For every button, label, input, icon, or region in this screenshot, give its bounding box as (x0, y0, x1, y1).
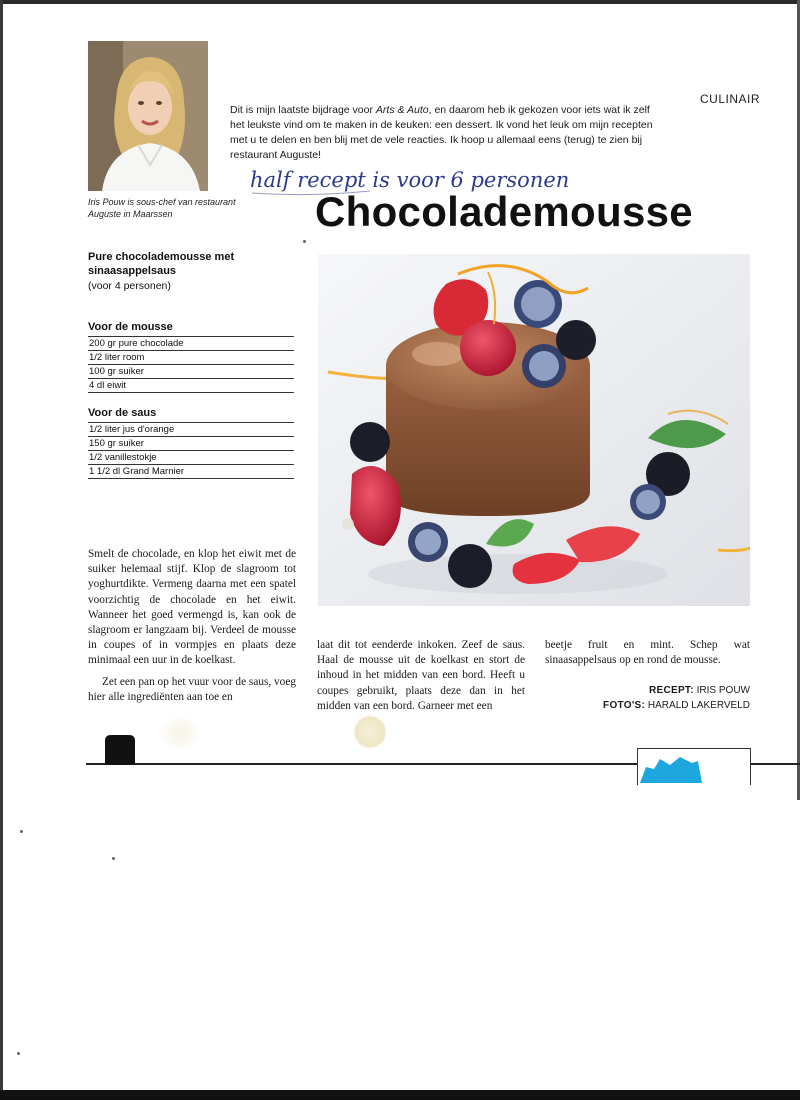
recipe-name: Pure chocolademousse met sinaasappelsaus (88, 251, 235, 277)
body-column-3 (545, 638, 750, 668)
scan-speck (303, 240, 306, 243)
scan-speck (17, 1052, 20, 1055)
dessert-photo (318, 254, 750, 606)
recipe-credit-name: IRIS POUW (696, 685, 750, 696)
magazine-name: Arts & Auto (375, 104, 429, 116)
recipe-credit-label: RECEPT: (648, 685, 694, 696)
scan-edge-top (0, 0, 800, 4)
sauce-heading: Voor de saus (88, 407, 294, 423)
ingredient-item: 200 gr pure chocolade (88, 337, 294, 351)
body-paragraph: laat dit tot eenderde inkoken. Zeef de saus. Haal de mousse uit de koelkast en stort de inhoud in het midden van een bord. Heeft u coupes gebruikt, plaats deze dan in het midden van een bord. Garneer met een (317, 639, 525, 712)
photo-credit-label: FOTO'S: (603, 700, 646, 711)
intro-paragraph (230, 103, 660, 163)
scan-speck (20, 830, 23, 833)
scan-edge-left (0, 0, 3, 1100)
ingredient-item: 4 dl eiwit (88, 379, 294, 393)
handwritten-note-text: half recept is voor 6 personen (250, 168, 570, 192)
stain (160, 718, 200, 748)
photo-credit-name: HARALD LAKERVELD (647, 700, 750, 711)
ingredient-item: 1 1/2 dl Grand Marnier (88, 465, 294, 479)
stain (354, 716, 386, 748)
section-label: CULINAIR (700, 92, 761, 106)
article-title: Chocolademousse (315, 188, 693, 235)
intro-text-end: , en daarom heb ik gekozen voor iets wat ik zelf het leukste vind om te maken in de keuken: een dessert. Ik vond het leuk om mijn recepten met u te delen en ben blij met de vele reacties. Ik hoop u allemaal eens (terug) te zien bij restaurant Auguste! (230, 104, 653, 161)
photo-credit (560, 698, 750, 713)
scan-speck (112, 857, 115, 860)
ingredient-item: 1/2 liter jus d'orange (88, 423, 294, 437)
body-column-2 (317, 638, 525, 714)
recipe-servings: (voor 4 personen) (88, 280, 171, 292)
recipe-credit (560, 683, 750, 698)
body-paragraph: beetje fruit en mint. Schep wat sinaasappelsaus op en rond de mousse. (545, 639, 750, 667)
sauce-ingredients (88, 407, 294, 479)
ingredient-item: 1/2 liter room (88, 351, 294, 365)
body-paragraph: Smelt de chocolade, en klop het eiwit met de suiker helemaal stijf. Klop de slagroom tot yoghurtdikte. Vermeng daarna met een spatel voorzichtig de chocolade en het eiwit. Wanneer het goed vermengd is, kan ook de slagroom er langzaam bij. Verdeel de mousse in coupes of in vormpjes en plaats deze minimaal een uur in de koelkast. (88, 548, 296, 667)
bottle-graphic (105, 735, 135, 765)
body-paragraph: Zet een pan op het vuur voor de saus, voeg hier alle ingrediënten aan toe en (88, 675, 296, 703)
chef-caption: Iris Pouw is sous-chef van restaurant Auguste in Maarssen (88, 197, 236, 219)
credits (560, 683, 750, 713)
ingredient-item: 100 gr suiker (88, 365, 294, 379)
scan-edge-bottom (0, 1090, 800, 1100)
mousse-ingredients (88, 321, 294, 393)
chef-portrait (88, 41, 208, 191)
intro-text-start: Dit is mijn laatste bijdrage voor (230, 104, 376, 116)
mousse-heading: Voor de mousse (88, 321, 294, 337)
body-column-1 (88, 547, 296, 705)
ad-logo (640, 757, 702, 783)
ingredient-item: 150 gr suiker (88, 437, 294, 451)
ingredient-item: 1/2 vanillestokje (88, 451, 294, 465)
